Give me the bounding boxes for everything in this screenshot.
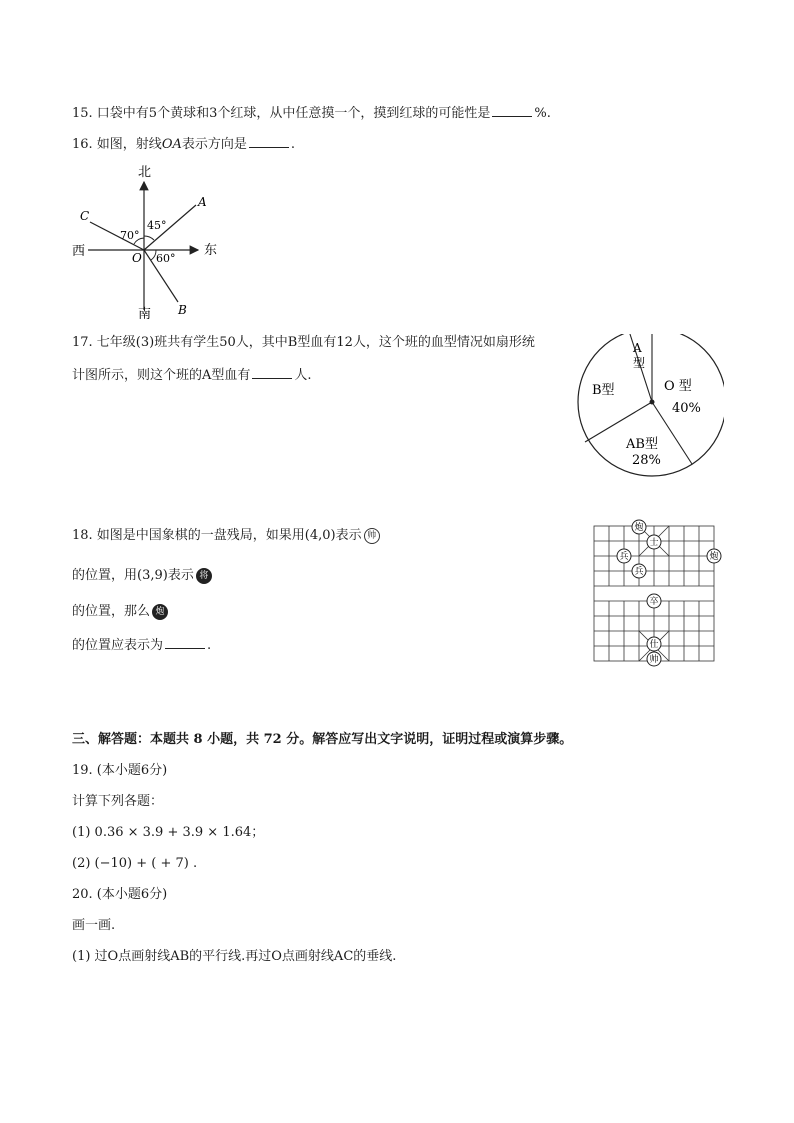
q16-end: . <box>290 137 296 152</box>
question-15 <box>72 102 551 124</box>
q20-intro: 画一画. <box>72 918 116 933</box>
pie-label-ab-pct: 28% <box>632 453 661 468</box>
shuai-piece-icon: 帅 <box>364 528 380 544</box>
q18-line4-prefix: 的位置应表示为 <box>72 638 164 653</box>
q19-title: 19. (本小题6分) <box>72 763 168 778</box>
board-bing-left-label: 兵 <box>619 552 629 562</box>
q16-suffix-text: 表示方向是 <box>181 137 247 152</box>
jiang-piece-icon: 将 <box>196 568 212 584</box>
question-20-part1 <box>72 947 396 967</box>
pie-center <box>650 400 655 405</box>
label-angle-70: 70° <box>120 229 140 242</box>
compass-figure <box>70 160 230 320</box>
question-20-title <box>72 885 167 905</box>
board-shi-bottom-label: 仕 <box>649 640 659 650</box>
arc-45 <box>144 236 154 240</box>
q20-part1: (1) 过O点画射线AB的平行线.再过O点画射线AC的垂线. <box>72 949 397 964</box>
label-angle-45: 45° <box>147 219 167 232</box>
question-20-intro <box>72 916 115 936</box>
q18-answer-blank[interactable] <box>165 634 205 649</box>
q18-line2-prefix: 的位置，用(3,9)表示 <box>72 568 194 583</box>
question-17-line2 <box>72 364 312 386</box>
q16-answer-blank[interactable] <box>249 133 289 148</box>
label-south: 南 <box>138 307 152 320</box>
board-bing-mid-label: 兵 <box>634 567 644 577</box>
question-18-line3 <box>72 602 170 622</box>
q17-line2-suffix: 人. <box>294 368 312 383</box>
board-pao-right-label: 炮 <box>709 552 719 562</box>
pie-label-o: O 型 <box>664 379 692 394</box>
q16-ray: OA <box>161 137 182 152</box>
pie-label-a-type: 型 <box>633 356 646 370</box>
label-west: 西 <box>72 244 86 259</box>
label-north: 北 <box>138 165 152 180</box>
section-3-heading-text: 三、解答题：本题共 8 小题，共 72 分。解答应写出文字说明，证明过程或演算步骤。 <box>72 732 573 747</box>
q19-intro: 计算下列各题： <box>72 794 164 809</box>
label-b: B <box>178 303 187 317</box>
board-shuai-label: 帅 <box>649 655 659 665</box>
question-18-line2 <box>72 566 214 586</box>
label-a: A <box>198 195 207 209</box>
pao-piece-icon: 炮 <box>152 604 168 620</box>
q18-line1: 18. 如图是中国象棋的一盘残局，如果用(4,0)表示 <box>72 528 362 543</box>
q15-text: 15. 口袋中有5个黄球和3个红球，从中任意摸一个，摸到红球的可能性是 <box>72 106 491 121</box>
q15-answer-blank[interactable] <box>492 102 532 117</box>
label-c: C <box>80 209 90 223</box>
q17-line2-prefix: 计图所示，则这个班的A型血有 <box>72 368 251 383</box>
section-3-heading <box>72 730 572 750</box>
label-o: O <box>132 251 142 265</box>
question-18-line1 <box>72 526 382 546</box>
pie-label-b: B型 <box>592 383 615 398</box>
chess-board-figure <box>590 518 725 668</box>
q17-answer-blank[interactable] <box>252 364 292 379</box>
pie-label-o-pct: 40% <box>672 401 701 416</box>
q20-title: 20. (本小题6分) <box>72 887 168 902</box>
q18-line4-suffix: . <box>207 638 212 653</box>
label-angle-60: 60° <box>156 252 176 265</box>
pie-label-ab: AB型 <box>626 437 658 452</box>
q19-part2: (2) (−10) + ( + 7) . <box>72 856 198 871</box>
q15-suffix: %. <box>534 106 551 121</box>
question-19-part1 <box>72 823 264 843</box>
question-19-part2 <box>72 854 197 874</box>
question-17-line1 <box>72 333 535 353</box>
question-16 <box>72 133 295 155</box>
label-east: 东 <box>204 243 218 258</box>
q16-prefix: 16. 如图，射线 <box>72 137 162 152</box>
q18-line3-prefix: 的位置，那么 <box>72 604 151 619</box>
question-19-intro <box>72 792 163 812</box>
blood-type-pie-chart <box>574 334 724 484</box>
question-19-title <box>72 761 167 781</box>
board-zu-label: 卒 <box>649 597 659 607</box>
q17-line1: 17. 七年级(3)班共有学生50人，其中B型血有12人，这个班的血型情况如扇形统 <box>72 335 535 350</box>
q19-part1: (1) 0.36 × 3.9 + 3.9 × 1.64； <box>72 825 265 840</box>
pie-label-a: A <box>633 341 642 355</box>
question-18-line4 <box>72 634 211 656</box>
board-pao-top-label: 炮 <box>634 523 644 533</box>
board-shi-top-label: 士 <box>649 538 659 548</box>
